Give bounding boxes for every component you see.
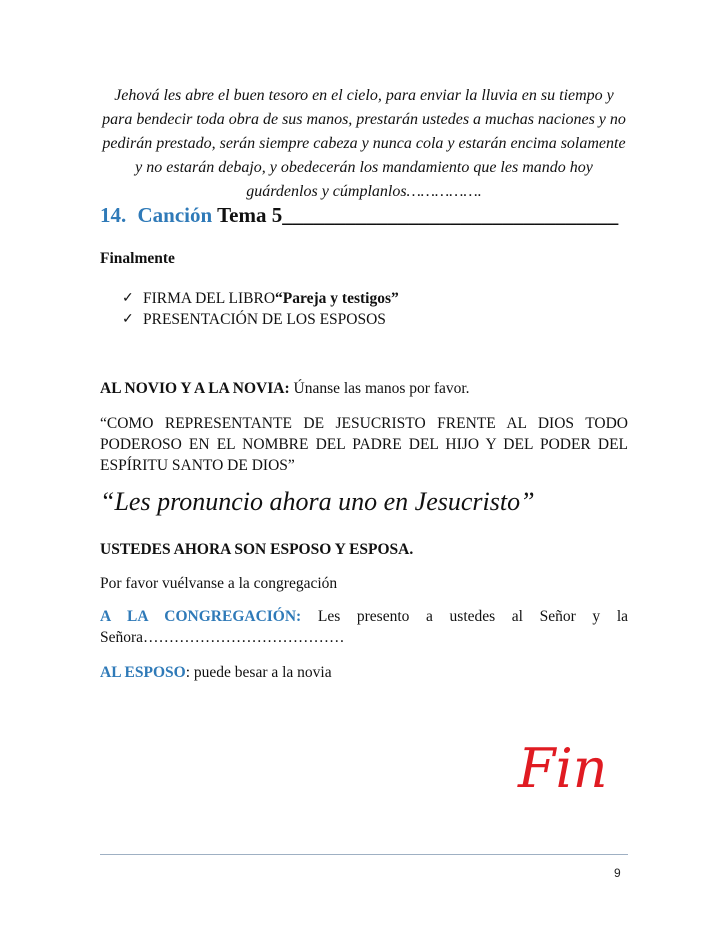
pronouncement: “Les pronuncio ahora uno en Jesucristo”	[100, 487, 535, 516]
checklist-item-bold: “Pareja y testigos”	[275, 290, 399, 307]
checkmark-icon: ✓	[122, 291, 134, 306]
esposos-statement: USTEDES AHORA SON ESPOSO Y ESPOSA.	[100, 541, 414, 558]
fin-title: Fin	[518, 737, 608, 800]
novios-text: Únanse las manos por favor.	[289, 380, 470, 397]
congregacion-label: A LA CONGREGACIÓN:	[100, 608, 302, 625]
checklist-item-text: FIRMA DEL LIBRO	[143, 290, 276, 307]
section-number: 14.	[100, 203, 127, 227]
checklist-item-text: PRESENTACIÓN DE LOS ESPOSOS	[143, 311, 386, 328]
section-title-label: Canción	[137, 203, 213, 227]
checklist-item	[122, 288, 399, 309]
finalmente-label: Finalmente	[100, 250, 175, 267]
section-heading	[100, 203, 660, 228]
checklist-item	[122, 309, 399, 330]
checklist	[122, 288, 399, 330]
esposo-label: AL ESPOSO	[100, 664, 186, 681]
checkmark-icon: ✓	[122, 312, 134, 327]
section-title-rest: Tema 5________________________________	[217, 203, 619, 227]
page-number: 9	[614, 866, 621, 880]
esposo-paragraph	[100, 662, 628, 683]
intro-paragraph: Jehová les abre el buen tesoro en el cielo, para enviar la lluvia en su tiempo y para bendecir toda obra de sus manos, prestarán ustedes a muchas naciones y no pedirán prestado, serán siempre cabeza y nunca cola y estarán encima solamente y no estarán debajo, y obedecerán los mandamiento que les mando hoy guárdenlos y cúmplanlos…………….	[102, 87, 626, 200]
congregacion-paragraph	[100, 606, 628, 648]
quote-paragraph: “COMO REPRESENTANTE DE JESUCRISTO FRENTE AL DIOS TODO PODEROSO EN EL NOMBRE DEL PADRE DEL HIJO Y DEL PODER DEL ESPÍRITU SANTO DE DIOS”	[100, 415, 628, 474]
novios-label: AL NOVIO Y A LA NOVIA:	[100, 380, 290, 397]
congregacion-text: Les presento a ustedes al Señor y la Señora…………………………………	[100, 608, 629, 646]
esposo-text: : puede besar a la novia	[185, 664, 332, 681]
novios-paragraph	[100, 378, 628, 399]
favor-paragraph: Por favor vuélvanse a la congregación	[100, 575, 338, 592]
footer-divider	[100, 854, 628, 855]
